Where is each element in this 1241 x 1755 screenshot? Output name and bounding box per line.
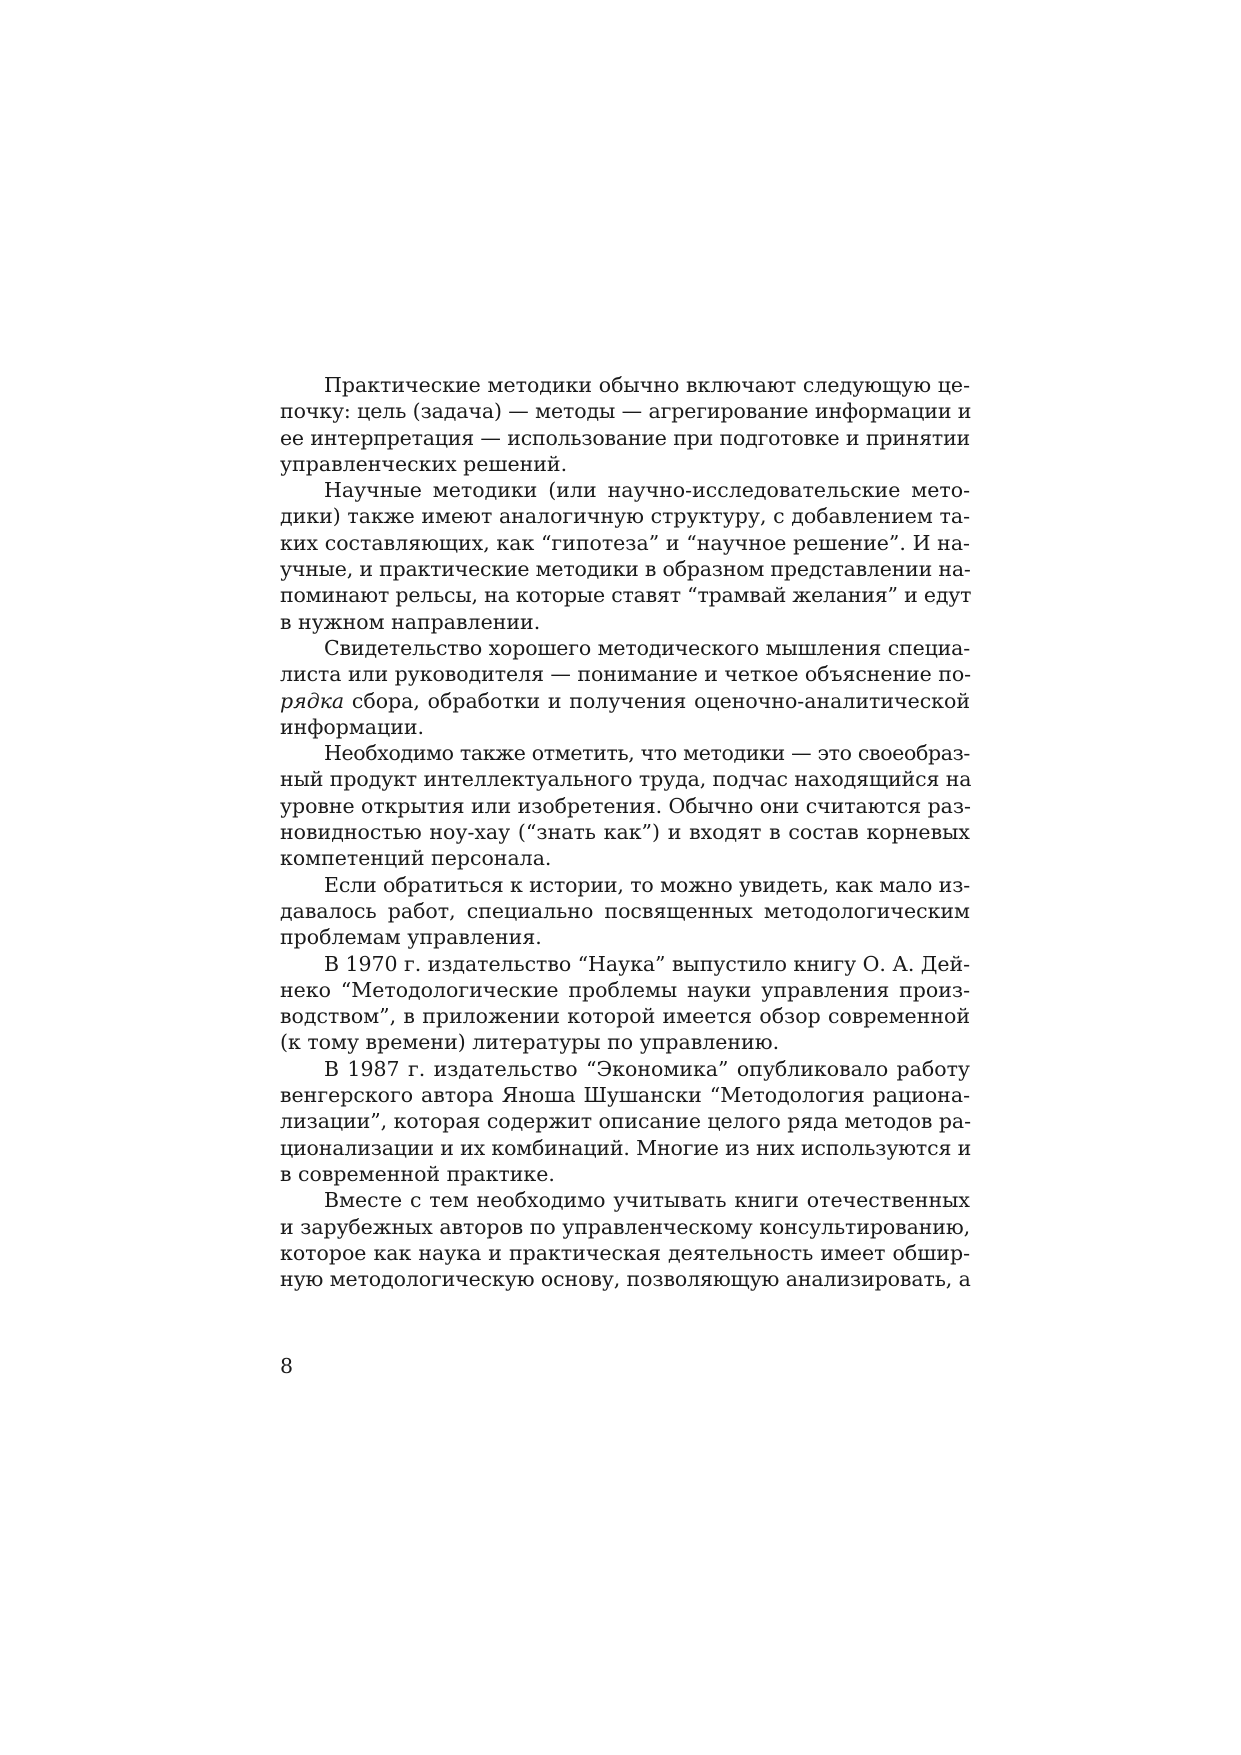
text-line: неко “Методологические проблемы науки управления произ- xyxy=(280,977,970,1002)
text-line: Свидетельство хорошего методического мышления специа- xyxy=(324,635,970,660)
text-line: листа или руководителя — понимание и четкое объяснение по- xyxy=(280,662,972,687)
text-line: ционализации и их комбинаций. Многие из них используются и xyxy=(280,1135,972,1160)
text-line: Необходимо также отметить, что методики — это своеобраз- xyxy=(324,741,970,766)
text-line: в нужном направлении. xyxy=(280,609,541,634)
text-line: управленческих решений. xyxy=(280,451,568,476)
paragraph-2 xyxy=(280,477,970,635)
paragraph-6 xyxy=(280,951,970,1056)
body-text xyxy=(280,372,970,1292)
paragraph-1 xyxy=(280,372,970,477)
text-line: почку: цель (задача) — методы — агрегирование информации и xyxy=(280,399,972,424)
text-line: учные, и практические методики в образном представлении на- xyxy=(280,557,971,582)
paragraph-4 xyxy=(280,740,970,871)
paragraph-5 xyxy=(280,872,970,951)
text-line: компетенций персонала. xyxy=(280,846,552,871)
text-line: новидностью ноу-хау (“знать как”) и входят в состав корневых xyxy=(280,820,970,845)
text-line: венгерского автора Яноша Шушански “Методология рациона- xyxy=(280,1083,970,1108)
text-line: водством”, в приложении которой имеется обзор современной xyxy=(280,1004,970,1029)
text-line: (к тому времени) литературы по управлению. xyxy=(280,1030,780,1055)
text-line: ких составляющих, как “гипотеза” и “научное решение”. И на- xyxy=(280,530,970,555)
text-line: ную методологическую основу, позволяющую анализировать, а xyxy=(280,1267,971,1292)
text-line: В 1970 г. издательство “Наука” выпустило книгу О. А. Дей- xyxy=(324,951,970,976)
text-line: и зарубежных авторов по управленческому консультированию, xyxy=(280,1214,970,1239)
text-line: ее интерпретация — использование при подготовке и принятии xyxy=(280,425,970,450)
text-line: В 1987 г. издательство “Экономика” опубликовало работу xyxy=(324,1056,970,1081)
text-fragment: сбора, обработки и получения оценочно-аналитической xyxy=(344,688,970,713)
text-line: Вместе с тем необходимо учитывать книги отечественных xyxy=(324,1188,970,1213)
text-line: уровне открытия или изобретения. Обычно они считаются раз- xyxy=(280,793,971,818)
paragraph-3 xyxy=(280,635,970,740)
text-line: Если обратиться к истории, то можно увидеть, как мало из- xyxy=(324,872,970,897)
text-line: проблемам управления. xyxy=(280,925,542,950)
page-number: 8 xyxy=(280,1354,294,1378)
text-line: поминают рельсы, на которые ставят “трамвай желания” и едут xyxy=(280,583,972,608)
paragraph-7 xyxy=(280,1056,970,1187)
text-line xyxy=(280,688,970,714)
text-line: ный продукт интеллектуального труда, подчас находящийся на xyxy=(280,767,972,792)
text-line: Практические методики обычно включают следующую це- xyxy=(324,373,970,397)
text-line: которое как наука и практическая деятельность имеет обшир- xyxy=(280,1240,970,1265)
italic-word: рядка xyxy=(280,688,345,713)
text-line: давалось работ, специально посвященных методологическим xyxy=(280,898,970,923)
paragraph-8 xyxy=(280,1187,970,1292)
text-line: лизации”, которая содержит описание целого ряда методов ра- xyxy=(280,1109,971,1134)
text-line: дики) также имеют аналогичную структуру, с добавлением та- xyxy=(280,504,970,529)
text-line: в современной практике. xyxy=(280,1161,555,1186)
text-line: Научные методики (или научно-исследовательские мето- xyxy=(324,478,970,503)
text-line: информации. xyxy=(280,714,425,739)
